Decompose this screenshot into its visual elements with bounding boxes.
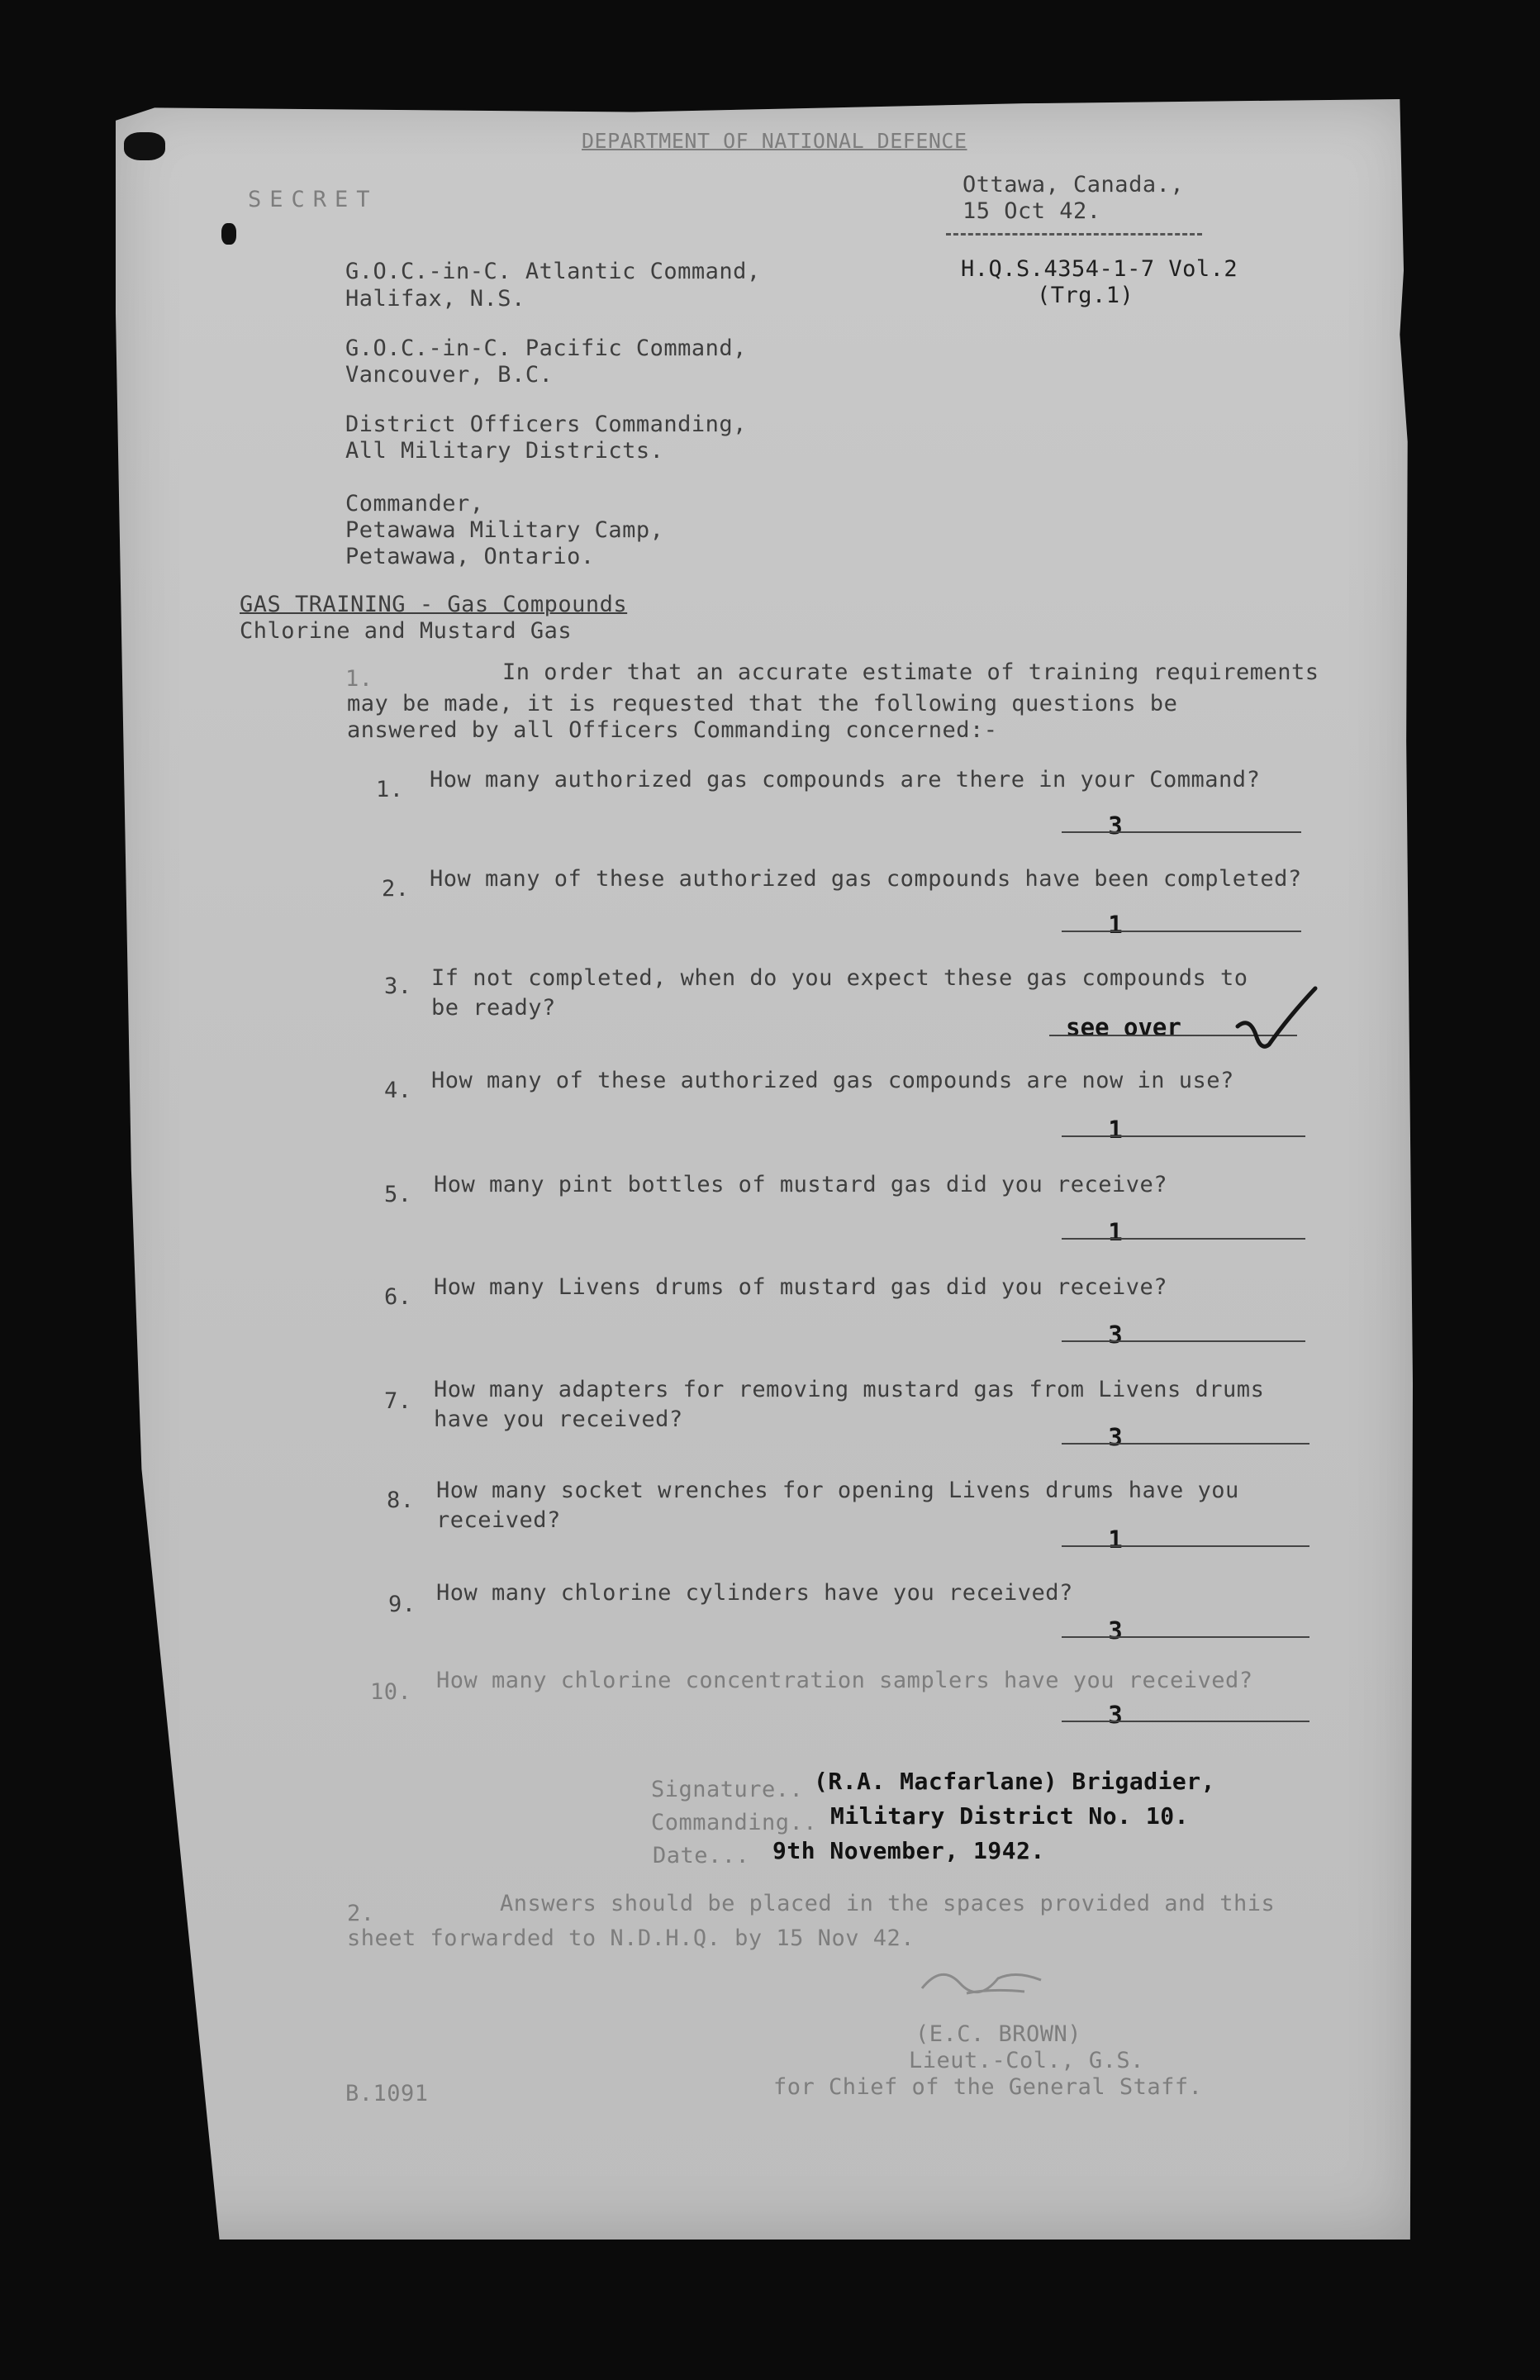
- addressee-2-line2: Vancouver, B.C.: [345, 362, 554, 388]
- subject-line-1: GAS TRAINING - Gas Compounds: [240, 592, 628, 617]
- subject-line-2: Chlorine and Mustard Gas: [240, 618, 573, 644]
- addressee-2-line1: G.O.C.-in-C. Pacific Command,: [345, 336, 747, 361]
- para-1-number: 1.: [345, 666, 373, 692]
- answer-6: 3: [1108, 1321, 1123, 1349]
- question-3-number: 3.: [384, 973, 412, 999]
- ink-mark: [221, 223, 236, 245]
- addressee-1-line2: Halifax, N.S.: [345, 286, 525, 312]
- question-7-text-cont: have you received?: [434, 1407, 683, 1432]
- answer-1-line: [1062, 831, 1301, 833]
- answer-8-line: [1062, 1545, 1309, 1547]
- question-4-text: How many of these authorized gas compounds are now in use?: [431, 1068, 1234, 1093]
- date-value: 9th November, 1942.: [772, 1837, 1045, 1864]
- para-2-line2: sheet forwarded to N.D.H.Q. by 15 Nov 42.: [347, 1925, 915, 1951]
- sender-for: for Chief of the General Staff.: [773, 2074, 1203, 2100]
- answer-7: 3: [1108, 1423, 1123, 1451]
- answer-5: 1: [1108, 1218, 1123, 1246]
- date-underline: [946, 233, 1202, 236]
- letterhead: DEPARTMENT OF NATIONAL DEFENCE: [582, 129, 967, 153]
- handwritten-signature: [917, 1955, 1058, 2005]
- check-mark-icon: [1231, 983, 1322, 1058]
- question-9-number: 9.: [388, 1592, 416, 1617]
- question-4-number: 4.: [384, 1078, 412, 1103]
- addressee-1-line1: G.O.C.-in-C. Atlantic Command,: [345, 259, 761, 284]
- addressee-4-line2: Petawawa Military Camp,: [345, 517, 664, 543]
- question-9-text: How many chlorine cylinders have you received?: [436, 1580, 1073, 1606]
- sender-name: (E.C. BROWN): [915, 2021, 1082, 2047]
- answer-9: 3: [1108, 1616, 1123, 1645]
- question-10-text: How many chlorine concentration samplers have you received?: [436, 1668, 1253, 1693]
- form-number: B.1091: [345, 2081, 429, 2106]
- sender-rank: Lieut.-Col., G.S.: [909, 2048, 1144, 2073]
- question-3-text: If not completed, when do you expect these gas compounds to: [431, 965, 1248, 991]
- question-1-number: 1.: [376, 777, 404, 802]
- para-2-line1: Answers should be placed in the spaces provided and this: [500, 1891, 1276, 1916]
- question-2-number: 2.: [382, 876, 410, 902]
- torn-corner-mark: [124, 132, 165, 160]
- classification: SECRET: [248, 187, 378, 212]
- date-label: Date...: [653, 1843, 750, 1868]
- signature-value: (R.A. Macfarlane) Brigadier,: [814, 1768, 1216, 1795]
- answer-9-line: [1062, 1636, 1309, 1638]
- answer-7-line: [1062, 1443, 1309, 1445]
- answer-4: 1: [1108, 1116, 1123, 1144]
- addressee-3-line2: All Military Districts.: [345, 438, 664, 464]
- answer-3: see over: [1066, 1013, 1181, 1041]
- file-reference-sub: (Trg.1): [1037, 283, 1134, 308]
- date: 15 Oct 42.: [962, 198, 1101, 224]
- answer-4-line: [1062, 1135, 1305, 1137]
- addressee-3-line1: District Officers Commanding,: [345, 412, 747, 437]
- para-1-line1: In order that an accurate estimate of training requirements: [502, 659, 1319, 685]
- question-8-text-cont: received?: [436, 1507, 561, 1533]
- commanding-label: Commanding..: [651, 1810, 818, 1835]
- question-6-number: 6.: [384, 1284, 412, 1310]
- commanding-value: Military District No. 10.: [830, 1802, 1189, 1830]
- answer-1: 3: [1108, 812, 1123, 840]
- question-3-text-cont: be ready?: [431, 995, 556, 1021]
- question-7-text: How many adapters for removing mustard gas from Livens drums: [434, 1377, 1265, 1402]
- question-2-text: How many of these authorized gas compounds have been completed?: [430, 866, 1302, 892]
- answer-8: 1: [1108, 1526, 1123, 1554]
- question-8-text: How many socket wrenches for opening Livens drums have you: [436, 1478, 1239, 1503]
- question-7-number: 7.: [384, 1388, 412, 1414]
- answer-2: 1: [1108, 911, 1123, 939]
- file-reference: H.Q.S.4354-1-7 Vol.2: [961, 256, 1238, 282]
- question-10-number: 10.: [370, 1679, 412, 1705]
- answer-10-line: [1062, 1721, 1309, 1722]
- addressee-4-line3: Petawawa, Ontario.: [345, 544, 595, 569]
- answer-6-line: [1062, 1340, 1305, 1342]
- answer-10: 3: [1108, 1701, 1123, 1729]
- question-5-number: 5.: [384, 1182, 412, 1207]
- question-5-text: How many pint bottles of mustard gas did you receive?: [434, 1172, 1168, 1197]
- para-1-line3: answered by all Officers Commanding concerned:-: [347, 717, 998, 743]
- answer-2-line: [1062, 931, 1301, 932]
- addressee-4-line1: Commander,: [345, 491, 484, 516]
- question-1-text: How many authorized gas compounds are there in your Command?: [430, 767, 1261, 793]
- place: Ottawa, Canada.,: [962, 172, 1185, 198]
- signature-label: Signature..: [651, 1777, 804, 1802]
- question-8-number: 8.: [387, 1488, 415, 1513]
- document-page: [116, 99, 1413, 2240]
- answer-5-line: [1062, 1238, 1305, 1240]
- para-2-number: 2.: [347, 1901, 375, 1926]
- question-6-text: How many Livens drums of mustard gas did you receive?: [434, 1274, 1168, 1300]
- para-1-line2: may be made, it is requested that the following questions be: [347, 691, 1178, 716]
